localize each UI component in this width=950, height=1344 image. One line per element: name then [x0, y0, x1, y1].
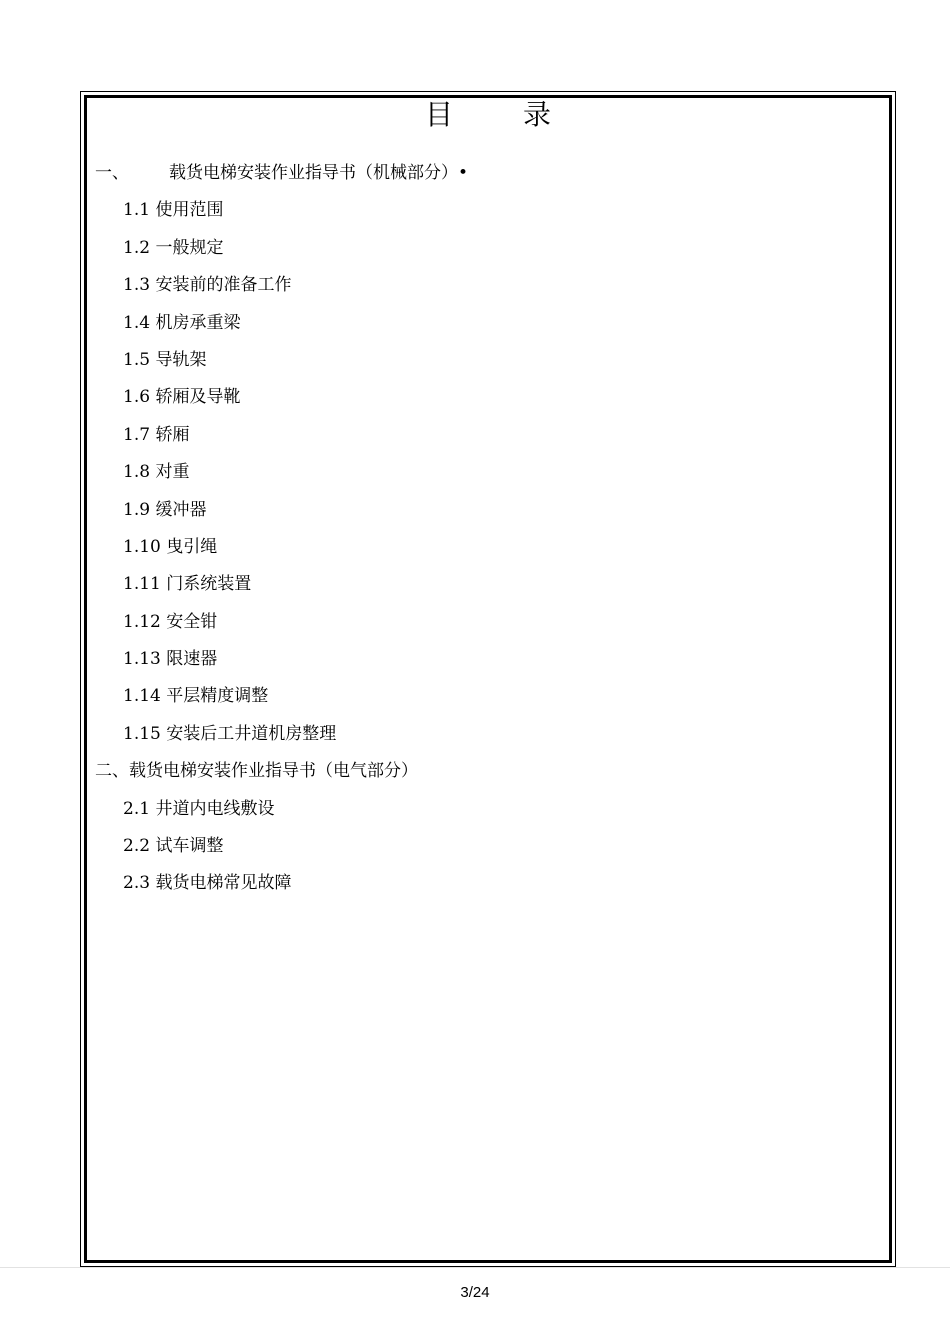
toc-item-1-6[interactable]: 1.6 轿厢及导靴 [123, 387, 241, 408]
page-border-outer [80, 91, 896, 1267]
toc-section-2-label: 二、 [95, 761, 129, 782]
toc-item-1-5[interactable]: 1.5 导轨架 [123, 349, 207, 370]
page-number: 3/24 [460, 1284, 490, 1301]
toc-item-2-3[interactable]: 2.3 载货电梯常见故障 [123, 873, 292, 894]
toc-item-1-10[interactable]: 1.10 曳引绳 [123, 536, 218, 557]
toc-section-1-label: 一、 [95, 163, 129, 183]
toc-item-1-11[interactable]: 1.11 门系统装置 [123, 574, 252, 595]
toc-section-1[interactable] [95, 155, 881, 192]
toc-item-1-2[interactable]: 1.2 一般规定 [123, 237, 224, 258]
toc-item-1-3[interactable]: 1.3 安装前的准备工作 [123, 275, 292, 296]
page-border-inner [84, 95, 892, 1263]
toc-section-2[interactable] [95, 753, 881, 790]
toc-item-2-1[interactable]: 2.1 井道内电线敷设 [123, 798, 275, 819]
toc-title-char-2: 录 [523, 98, 552, 131]
toc-item-1-12[interactable]: 1.12 安全钳 [123, 611, 218, 632]
toc-title-char-1: 目 [424, 98, 453, 131]
toc-item-1-7[interactable]: 1.7 轿厢 [123, 424, 190, 445]
toc-item-2-2[interactable]: 2.2 试车调整 [123, 836, 224, 857]
toc-section-1-title: 载货电梯安装作业指导书（机械部分）• [169, 163, 469, 183]
toc-item-1-14[interactable]: 1.14 平层精度调整 [123, 686, 269, 707]
toc-item-1-4[interactable]: 1.4 机房承重梁 [123, 312, 241, 333]
toc-section-2-title: 载货电梯安装作业指导书（电气部分） [129, 761, 418, 782]
toc-item-1-9[interactable]: 1.9 缓冲器 [123, 499, 207, 520]
toc-item-1-15[interactable]: 1.15 安装后工井道机房整理 [123, 723, 337, 744]
footer-divider [0, 1267, 950, 1268]
toc-list [95, 155, 881, 903]
toc-item-1-1[interactable]: 1.1 使用范围 [123, 200, 224, 221]
toc-title [87, 98, 889, 132]
toc-item-1-13[interactable]: 1.13 限速器 [123, 649, 218, 670]
toc-item-1-8[interactable]: 1.8 对重 [123, 462, 190, 483]
